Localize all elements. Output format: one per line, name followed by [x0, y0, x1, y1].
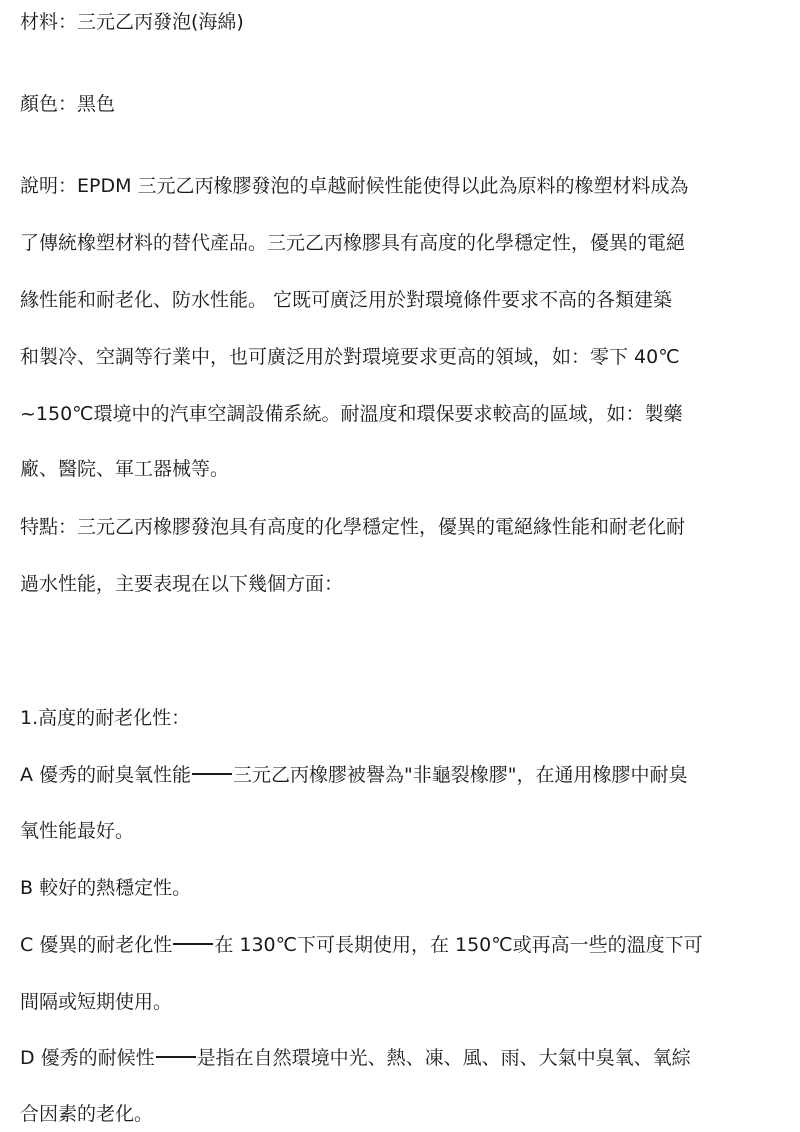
description-line: ~150℃環境中的汽車空調設備系統。耐溫度和環保要求較高的區域，如：製藥 — [20, 403, 683, 425]
item-c-head: C 優異的耐老化性 — [20, 934, 173, 956]
description-line: 說明：EPDM 三元乙丙橡膠發泡的卓越耐候性能使得以此為原料的橡塑材料成為 — [20, 175, 689, 197]
color-line: 顏色：黑色 — [20, 93, 116, 115]
item-d-tail: 是指在自然環境中光、熱、凍、風、雨、大氣中臭氧、氧綜 — [196, 1047, 691, 1069]
item-a-tail: 三元乙丙橡膠被譽為"非龜裂橡膠"，在通用橡膠中耐臭 — [233, 764, 688, 786]
features-line: 特點：三元乙丙橡膠發泡具有高度的化學穩定性，優異的電絕緣性能和耐老化耐 — [20, 516, 686, 538]
description-line: 了傳統橡塑材料的替代產品。三元乙丙橡膠具有高度的化學穩定性，優異的電絕 — [20, 232, 686, 254]
item-d-continuation: 合因素的老化。 — [20, 1103, 154, 1125]
item-d-head: D 優秀的耐候性 — [20, 1047, 155, 1069]
features-line: 過水性能，主要表現在以下幾個方面： — [20, 573, 344, 595]
description-line: 和製冷、空調等行業中，也可廣泛用於對環境要求更高的領域，如：零下 40℃ — [20, 346, 680, 368]
item-a — [20, 762, 780, 788]
item-a-head: A 優秀的耐臭氧性能 — [20, 764, 192, 786]
em-dash-rule — [156, 1056, 196, 1058]
item-d — [20, 1045, 780, 1071]
item-a-continuation: 氧性能最好。 — [20, 820, 135, 842]
em-dash-rule — [192, 773, 232, 775]
em-dash-rule — [173, 943, 213, 945]
item-c-tail: 在 130℃下可長期使用，在 150℃或再高一些的溫度下可 — [214, 934, 703, 956]
section-title: 1.高度的耐老化性： — [20, 707, 191, 729]
description-line: 廠、醫院、軍工器械等。 — [20, 458, 230, 480]
material-line: 材料：三元乙丙發泡(海綿) — [20, 11, 244, 33]
description-line: 緣性能和耐老化、防水性能。 它既可廣泛用於對環境條件要求不高的各類建築 — [20, 289, 673, 311]
item-b: B 較好的熱穩定性。 — [20, 877, 192, 899]
item-c — [20, 932, 780, 958]
item-c-continuation: 間隔或短期使用。 — [20, 991, 173, 1013]
